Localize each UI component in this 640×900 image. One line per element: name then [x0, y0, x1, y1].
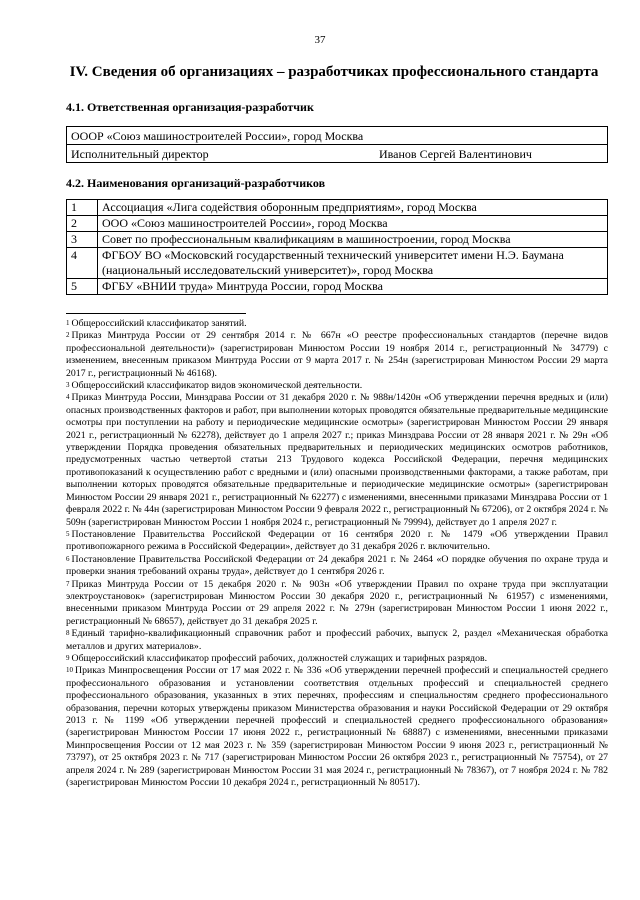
- row-number: 5: [67, 279, 98, 295]
- table-row: [67, 216, 608, 232]
- developers-heading: 4.2. Наименования организаций-разработчиков: [66, 176, 326, 190]
- developer-name: Ассоциация «Лига содействия оборонным предприятиям», город Москва: [98, 200, 608, 216]
- table-row: [67, 145, 608, 163]
- footnote-text: Постановление Правительства Российской Федерации от 24 декабря 2021 г. № 2464 «О порядке обучения по охране труда и проверки знания требований охраны труда», действует до 1 сентября 2026 г.: [66, 553, 608, 578]
- footnote-number: 1: [66, 319, 70, 327]
- footnote-number: 9: [66, 653, 70, 662]
- developer-name: Совет по профессиональным квалификациям в машиностроении, город Москва: [98, 232, 608, 248]
- responsible-person: Иванов Сергей Валентинович: [375, 145, 608, 163]
- footnote-number: 7: [66, 579, 70, 588]
- footnote-text: Приказ Минтруда России от 29 сентября 2014 г. № 667н «О реестре профессиональных стандартов (перечне видов профессиональной деятельности)» (зарегистрирован Минюстом России 19 ноября 2014 г., регистрационный № 34779) с изменением, внесенным приказом Минтруда России от 9 марта 2017 г. № 254н (зарегистрирован Минюстом России 29 марта 2017 г., регистрационный № 46168).: [66, 330, 608, 379]
- table-row: [67, 232, 608, 248]
- responsible-org-name: ОООР «Союз машиностроителей России», город Москва: [67, 127, 608, 145]
- footnote: [66, 380, 608, 392]
- footnote: [66, 665, 608, 789]
- footnote-text: Приказ Минтруда России от 15 декабря 2020 г. № 903н «Об утверждении Правил по охране труда при эксплуатации электроустановок» (зарегистрирован Минюстом России 30 декабря 2020 г., регистрационный № 61957) с изменениями, внесенными приказом Минтруда России от 29 апреля 2022 г. № 279н (зарегистрирован Минюстом России 1 июня 2022 г., регистрационный № 68657), действует до 31 декабря 2025 г.: [66, 578, 608, 627]
- responsible-position: Исполнительный директор: [67, 145, 376, 163]
- table-row: [67, 279, 608, 295]
- footnote-text: Общероссийский классификатор видов экономической деятельности.: [71, 380, 363, 392]
- footnote: [66, 653, 608, 665]
- footnote-text: Единый тарифно-квалификационный справочник работ и профессий рабочих, выпуск 2, раздел «Механическая обработка металлов и других материалов».: [66, 628, 608, 652]
- page-number: 37: [314, 34, 326, 46]
- footnote-divider: [66, 313, 246, 314]
- table-row: [67, 248, 608, 279]
- developer-name: ФГБУ «ВНИИ труда» Минтруда России, город Москва: [98, 279, 608, 295]
- section-title: IV. Сведения об организациях – разработчиках профессионального стандарта: [69, 64, 599, 80]
- developer-name: ФГБОУ ВО «Московский государственный технический университет имени Н.Э. Баумана (национальный исследовательский университет)», город Москва: [98, 248, 608, 279]
- footnote: [66, 392, 608, 528]
- footnote-text: Постановление Правительства Российской Федерации от 16 сентября 2020 г. № 1479 «Об утверждении Правил противопожарного режима в Российской Федерации», действует до 31 декабря 2026 г. включительно.: [66, 528, 608, 553]
- footnote-number: 5: [66, 529, 70, 538]
- footnote: [66, 330, 608, 380]
- footnote: [66, 628, 608, 653]
- footnote-number: 2: [66, 331, 70, 340]
- row-number: 2: [67, 216, 98, 232]
- row-number: 4: [67, 248, 98, 279]
- footnote-number: 4: [66, 393, 70, 402]
- footnote: [66, 318, 608, 330]
- footnote-number: 6: [66, 554, 70, 563]
- developer-name: ООО «Союз машиностроителей России», город Москва: [98, 216, 608, 232]
- responsible-org-table: [66, 126, 608, 163]
- developers-table: [66, 199, 608, 295]
- footnote-number: 8: [66, 629, 70, 638]
- footnote: [66, 529, 608, 554]
- table-row: [67, 127, 608, 145]
- footnote: [66, 554, 608, 579]
- footnote: [66, 579, 608, 629]
- footnote-number: 3: [66, 381, 70, 390]
- table-row: [67, 200, 608, 216]
- row-number: 1: [67, 200, 98, 216]
- row-number: 3: [67, 232, 98, 248]
- footnote-text: Общероссийский классификатор занятий.: [71, 318, 247, 329]
- footnote-text: Общероссийский классификатор профессий рабочих, должностей служащих и тарифных разрядов.: [71, 652, 488, 664]
- responsible-org-heading: 4.1. Ответственная организация-разработчик: [66, 100, 314, 114]
- footnotes: [66, 318, 608, 789]
- footnote-number: 10: [66, 666, 73, 675]
- footnote-text: Приказ Минтруда России, Минздрава России от 31 декабря 2020 г. № 988н/1420н «Об утверждении перечня вредных и (или) опасных производственных факторов и работ, при выполнении которых проводятся обязательные предварительные медицинские осмотры при поступлении на работу и периодические медицинские осмотры» (зарегистрирован Минюстом России 29 января 2021 г., регистрационный № 62278), действует до 1 апреля 2027 г.; приказ Минздрава России от 28 января 2021 г. № 29н «Об утверждении Порядка проведения обязательных предварительных и периодических медицинских осмотров работников, предусмотренных частью четвертой статьи 213 Трудового кодекса Российской Федерации, перечня медицинских противопоказаний к осуществлению работ с вредными и (или) опасными производственными факторами, а также работам, при выполнении которых проводятся обязательные предварительные и периодические медицинские осмотры» (зарегистрирован Минюстом России 29 января 2021 г., регистрационный № 62277) с изменениями, внесенными приказами Минздрава России от 1 февраля 2022 г. № 44н (зарегистрирован Минюстом России 9 февраля 2022 г., регистрационный № 67206), от 2 октября 2024 г. № 509н (зарегистрирован Минюстом России 1 ноября 2024 г., регистрационный № 79994), действует до 1 апреля 2027 г.: [66, 392, 608, 528]
- footnote-text: Приказ Минпросвещения России от 17 мая 2022 г. № 336 «Об утверждении перечней профессий и специальностей среднего профессионального образования и установлении соответствия отдельных профессий и специальностей среднего профессионального образования, указанных в этих перечнях, профессиям и специальностям среднего профессионального образования, перечни которых утверждены приказом Министерства образования и науки Российской Федерации от 29 октября 2013 г. № 1199 «Об утверждении перечней профессий и специальностей среднего профессионального образования» (зарегистрирован Минюстом России 17 июня 2022 г., регистрационный № 68887) с изменениями, внесенными приказами Минпросвещения России от 12 мая 2023 г. № 359 (зарегистрирован Минюстом России 9 июня 2023 г., регистрационный № 73797), от 25 октября 2023 г. № 717 (зарегистрирован Минюстом России 26 октября 2023 г., регистрационный № 75754), от 27 апреля 2024 г. № 289 (зарегистрирован Минюстом России 31 мая 2024 г., регистрационный № 78367), от 7 ноября 2024 г. № 782 (зарегистрирован Минюстом России 10 декабря 2024 г., регистрационный № 80517).: [66, 665, 608, 789]
